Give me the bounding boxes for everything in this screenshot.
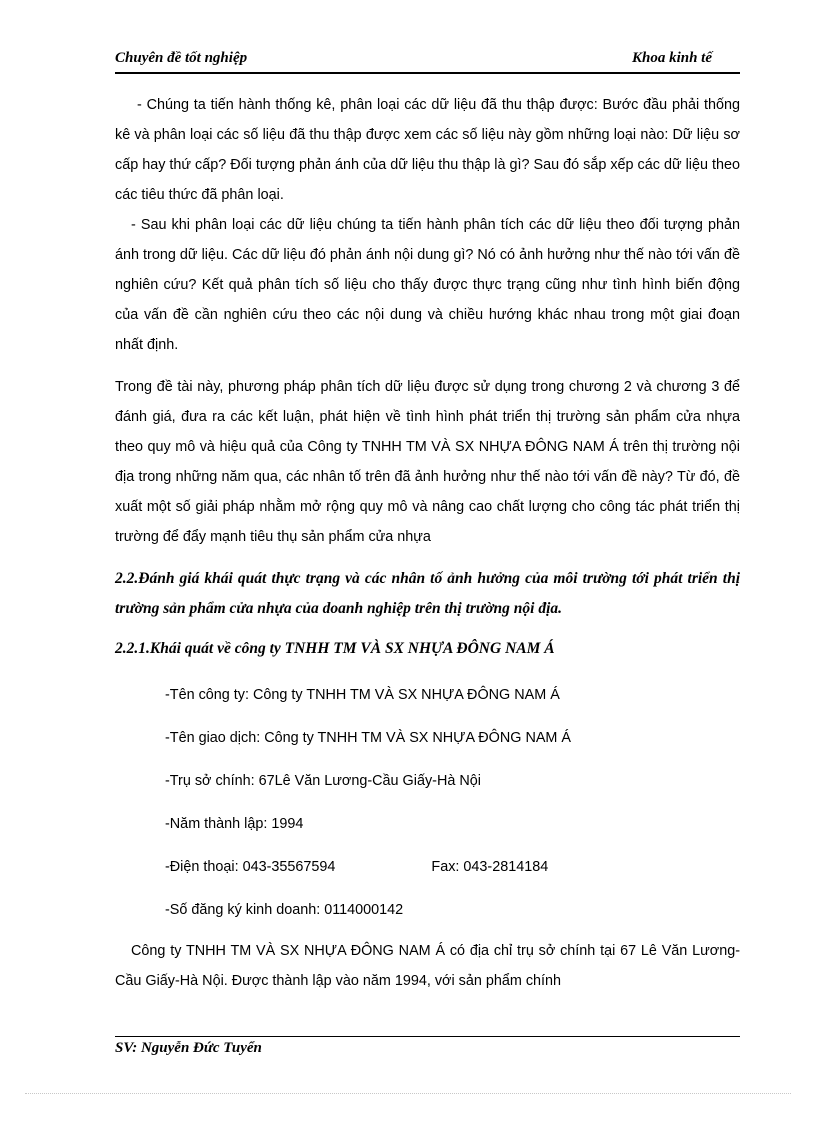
document-body [115,90,740,996]
company-fax: Fax: 043-2814184 [431,859,549,875]
company-headquarters: -Trụ sở chính: 67Lê Văn Lương-Cầu Giấy-Hà Nội [165,773,481,789]
footer-rule [115,1036,740,1037]
page-bottom-dotted-line [25,1093,791,1094]
section-heading-2-2-1: 2.2.1.Khái quát về công ty TNHH TM VÀ SX NHỰA ĐÔNG NAM Á [115,640,555,657]
paragraph-methodology: Trong đề tài này, phương pháp phân tích dữ liệu được sử dụng trong chương 2 và chương 3 để đánh giá, đưa ra các kết luận, phát hiện về tình hình phát triển thị trường sản phẩm cửa nhựa theo quy mô và hiệu quả của Công ty TNHH TM VÀ SX NHỰA ĐÔNG NAM Á trên thị trường nội địa trong những năm qua, các nhân tố trên đã ảnh hưởng như thế nào tới vấn đề này? Từ đó, đề xuất một số giải pháp nhằm mở rộng quy mô và nâng cao chất lượng cho công tác phát triển thị trường để đẩy mạnh tiêu thụ sản phẩm cửa nhựa [115,379,740,545]
company-founded: -Năm thành lập: 1994 [165,816,304,832]
paragraph-company-intro: Công ty TNHH TM VÀ SX NHỰA ĐÔNG NAM Á có địa chỉ trụ sở chính tại 67 Lê Văn Lương-Cầu Giấy-Hà Nội. Được thành lập vào năm 1994, với sản phẩm chính [115,943,740,989]
paragraph-analysis: - Sau khi phân loại các dữ liệu chúng ta tiến hành phân tích các dữ liệu theo đối tượng phản ánh trong dữ liệu. Các dữ liệu đó phản ánh nội dung gì? Nó có ảnh hưởng như thế nào tới vấn đề nghiên cứu? Kết quả phân tích số liệu cho thấy được thực trạng cũng như tình hình biến động của vấn đề cần nghiên cứu theo các nội dung và chiều hướng khác nhau trong một giai đoạn nhất định. [115,217,740,353]
header-title: Chuyên đề tốt nghiệp [115,50,248,66]
company-info-list [115,674,740,932]
company-contact-line [165,846,740,889]
company-name: -Tên công ty: Công ty TNHH TM VÀ SX NHỰA ĐÔNG NAM Á [165,687,560,703]
company-registration: -Số đăng ký kinh doanh: 0114000142 [165,902,404,918]
paragraph-statistics: - Chúng ta tiến hành thống kê, phân loại các dữ liệu đã thu thập được: Bước đầu phải thống kê và phân loại các số liệu đã thu thập được xem các số liệu này gồm những loại nào: Dữ liệu sơ cấp hay thứ cấp? Đối tượng phản ánh của dữ liệu thu thập là gì? Sau đó sắp xếp các dữ liệu theo các tiêu thức đã phân loại. [115,97,740,203]
company-phone: -Điện thoại: 043-35567594 [165,859,336,875]
header-rule [115,72,740,74]
section-heading-2-2: 2.2.Đánh giá khái quát thực trạng và các nhân tố ảnh hưởng của môi trường tới phát triển thị trường sản phẩm cửa nhựa của doanh nghiệp trên thị trường nội địa. [115,570,740,617]
header-department: Khoa kinh tế [631,50,712,66]
company-trade-name: -Tên giao dịch: Công ty TNHH TM VÀ SX NHỰA ĐÔNG NAM Á [165,730,572,746]
footer-student: SV: Nguyễn Đức Tuyển [115,1040,262,1056]
page-header [115,48,740,72]
